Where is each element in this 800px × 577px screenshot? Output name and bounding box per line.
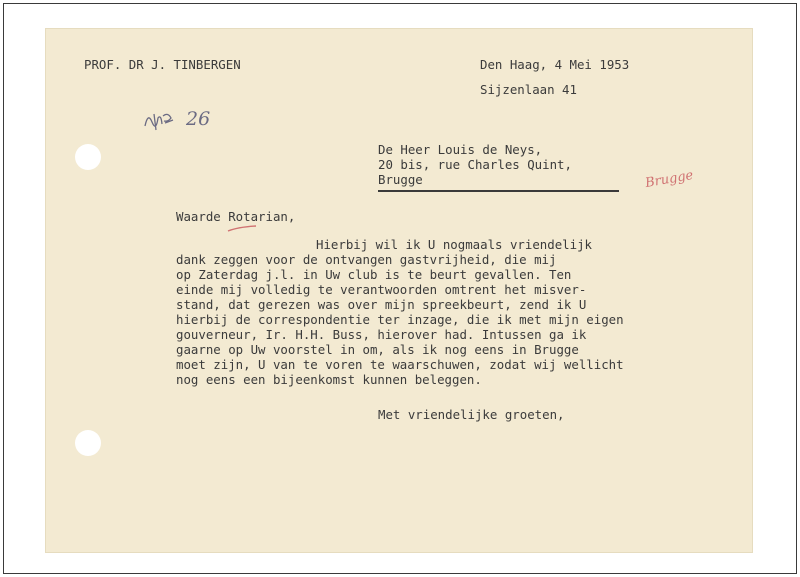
body-line: einde mij volledig te verantwoorden omtrent het misver-	[176, 282, 587, 297]
body-line: hierbij de correspondentie ter inzage, die ik met mijn eigen	[176, 312, 624, 327]
recipient-line: 20 bis, rue Charles Quint,	[378, 157, 572, 172]
recipient-line: De Heer Louis de Neys,	[378, 142, 543, 157]
pencil-scribble-icon	[142, 108, 176, 139]
body-line: dank zeggen voor de ontvangen gastvrijheid, die mij	[176, 252, 557, 267]
body-line: moet zijn, U van te voren te waarschuwen, zodat wij wellicht	[176, 357, 624, 372]
scan-frame	[3, 3, 797, 574]
sender-name: PROF. DR J. TINBERGEN	[84, 57, 241, 72]
salutation: Waarde Rotarian,	[176, 209, 296, 224]
punch-hole-bottom	[75, 430, 101, 456]
closing: Met vriendelijke groeten,	[378, 407, 565, 422]
address-line: Sijzenlaan 41	[480, 82, 577, 97]
handwritten-number: 26	[186, 108, 211, 130]
body-line: Hierbij wil ik U nogmaals vriendelijk	[316, 237, 593, 252]
address-underline	[378, 190, 619, 192]
body-line: op Zaterdag j.l. in Uw club is te beurt gevallen. Ten	[176, 267, 572, 282]
date-line: Den Haag, 4 Mei 1953	[480, 57, 630, 72]
punch-hole-top	[75, 144, 101, 170]
body-line: nog eens een bijeenkomst kunnen beleggen.	[176, 372, 482, 387]
red-pencil-tick	[226, 221, 258, 239]
body-line: gouverneur, Ir. H.H. Buss, hierover had. Intussen ga ik	[176, 327, 587, 342]
body-line: stand, dat gerezen was over mijn spreekbeurt, zend ik U	[176, 297, 587, 312]
recipient-line: Brugge	[378, 172, 423, 187]
red-pencil-note: Brugge	[644, 167, 695, 192]
body-line: gaarne op Uw voorstel in om, als ik nog eens in Brugge	[176, 342, 579, 357]
